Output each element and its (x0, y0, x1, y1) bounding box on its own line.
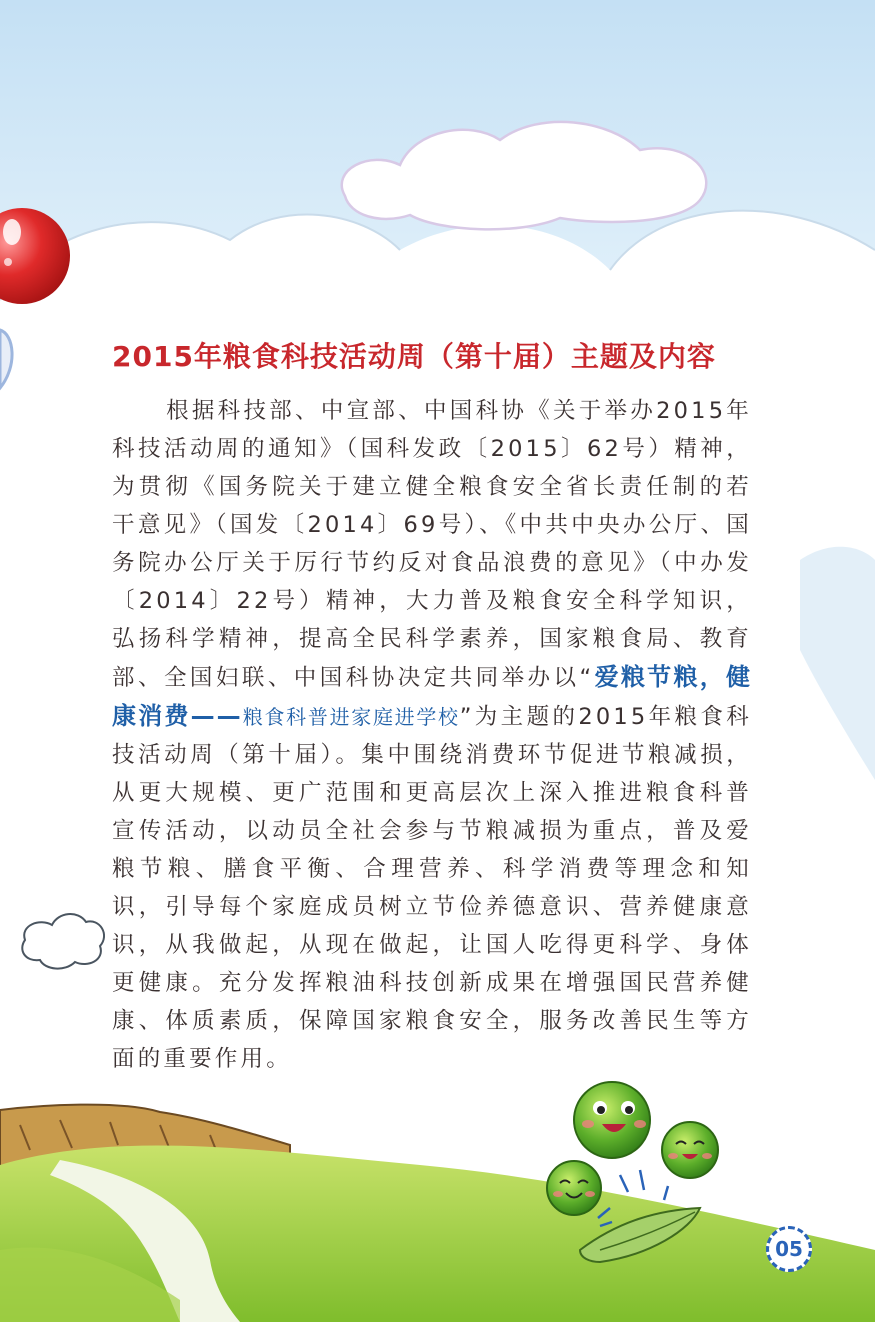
theme-highlight-main: 爱粮节粮，健康消费—— (112, 663, 752, 730)
page-number-badge: 05 (766, 1226, 812, 1272)
body-text-part2: ”为主题的2015年粮食科技活动周（第十届）。集中围绕消费环节促进节粮减损，从更大规模、更广范围和更高层次上深入推进粮食科普宣传活动，以动员全社会参与节粮减损为重点，普及爱粮节粮、膳食平衡、合理营养、科学消费等理念和知识，引导每个家庭成员树立节俭养德意识、营养健康意识，从我做起，从现在做起，让国人吃得更科学、身体更健康。充分发挥粮油科技创新成果在增强国民营养健康、体质素质，保障国家粮食安全，服务改善民生等方面的重要作用。 (112, 704, 753, 1072)
body-paragraph (112, 392, 752, 1078)
body-text-part1: 根据科技部、中宣部、中国科协《关于举办2015年科技活动周的通知》（国科发政〔2015〕62号）精神，为贯彻《国务院关于建立健全粮食安全省长责任制的若干意见》（国发〔2014〕69号）、《中共中央办公厅、国务院办公厅关于厉行节约反对食品浪费的意见》（中办发〔2014〕22号）精神，大力普及粮食安全科学知识，弘扬科学精神，提高全民科学素养，国家粮食局、教育部、全国妇联、中国科协决定共同举办以“ (112, 398, 752, 691)
page-title: 2015年粮食科技活动周（第十届）主题及内容 (112, 340, 716, 373)
theme-highlight-sub: 粮食科普进家庭进学校 (242, 705, 460, 729)
